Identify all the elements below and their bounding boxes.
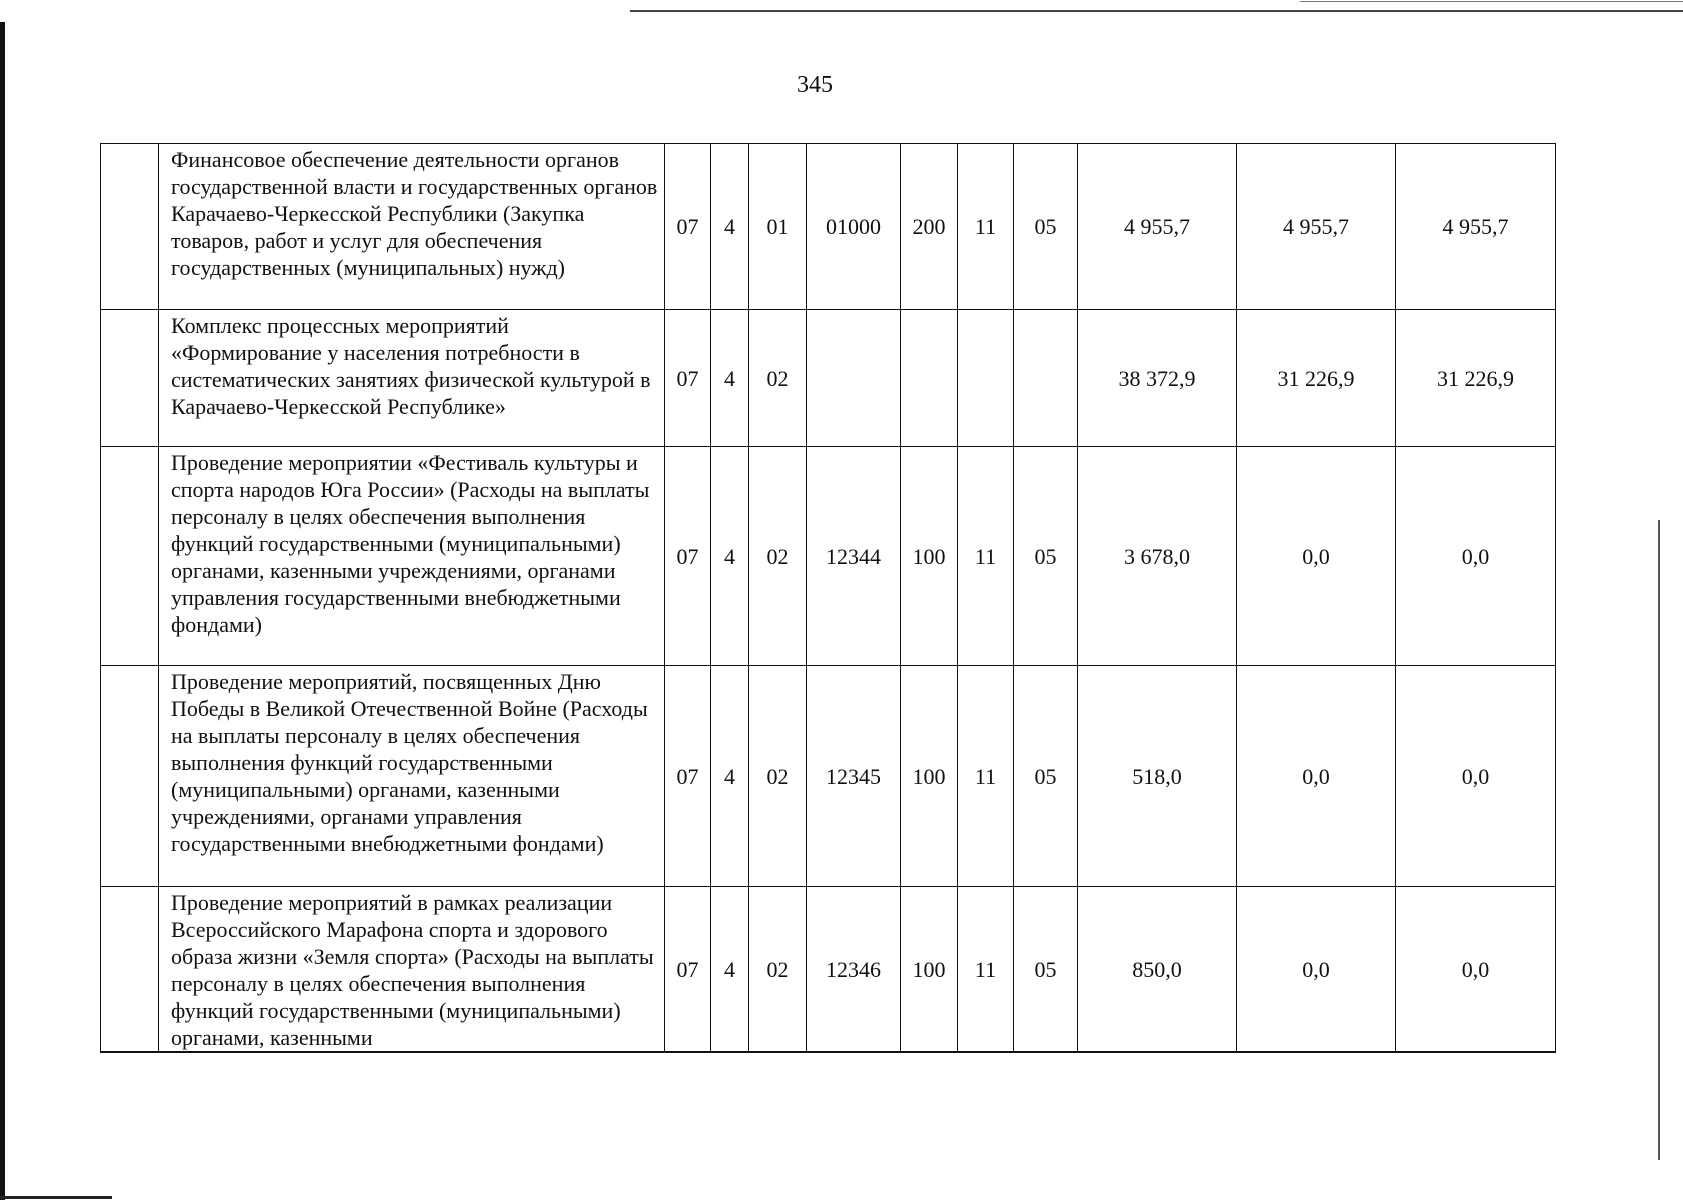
code-cell: 07 bbox=[665, 666, 711, 887]
code-cell: 02 bbox=[749, 887, 807, 1053]
amount-cell: 518,0 bbox=[1078, 666, 1237, 887]
code-cell: 100 bbox=[901, 447, 958, 666]
amount-cell: 31 226,9 bbox=[1237, 310, 1396, 447]
row-description: Комплекс процессных мероприятий «Формирование у населения потребности в систематических занятиях физической культурой в Карачаево-Черкесской Республике» bbox=[159, 310, 665, 447]
scan-edge-right bbox=[1658, 520, 1660, 1160]
scan-edge-top bbox=[630, 10, 1683, 12]
amount-cell: 0,0 bbox=[1237, 887, 1396, 1053]
code-cell: 05 bbox=[1014, 887, 1078, 1053]
amount-cell: 0,0 bbox=[1237, 666, 1396, 887]
code-cell: 01 bbox=[749, 144, 807, 310]
amount-cell: 4 955,7 bbox=[1396, 144, 1556, 310]
code-cell: 4 bbox=[711, 310, 749, 447]
amount-cell: 0,0 bbox=[1396, 447, 1556, 666]
empty-cell bbox=[101, 310, 159, 447]
empty-cell bbox=[101, 666, 159, 887]
amount-cell: 31 226,9 bbox=[1396, 310, 1556, 447]
code-cell: 02 bbox=[749, 447, 807, 666]
code-cell: 11 bbox=[958, 144, 1014, 310]
table-row bbox=[101, 310, 1556, 447]
code-cell bbox=[901, 310, 958, 447]
amount-cell: 0,0 bbox=[1396, 887, 1556, 1053]
row-description: Проведение мероприятий, посвященных Дню Победы в Великой Отечественной Войне (Расходы на выплаты персоналу в целях обеспечения выполнения функций государственными (муниципальными) органами, казенными учреждениями, органами управления государственными внебюджетными фондами) bbox=[159, 666, 665, 887]
amount-cell: 850,0 bbox=[1078, 887, 1237, 1053]
empty-cell bbox=[101, 144, 159, 310]
page-number: 345 bbox=[797, 72, 833, 98]
amount-cell: 38 372,9 bbox=[1078, 310, 1237, 447]
amount-cell: 4 955,7 bbox=[1237, 144, 1396, 310]
code-cell: 02 bbox=[749, 310, 807, 447]
amount-cell: 3 678,0 bbox=[1078, 447, 1237, 666]
code-cell: 07 bbox=[665, 310, 711, 447]
code-cell: 200 bbox=[901, 144, 958, 310]
amount-cell: 0,0 bbox=[1237, 447, 1396, 666]
table-row bbox=[101, 666, 1556, 887]
empty-cell bbox=[101, 447, 159, 666]
table-row bbox=[101, 447, 1556, 666]
code-cell: 4 bbox=[711, 144, 749, 310]
code-cell: 07 bbox=[665, 887, 711, 1053]
code-cell: 05 bbox=[1014, 666, 1078, 887]
code-cell: 100 bbox=[901, 666, 958, 887]
table-row bbox=[101, 144, 1556, 310]
code-cell: 07 bbox=[665, 447, 711, 666]
code-cell: 12345 bbox=[807, 666, 901, 887]
code-cell: 12344 bbox=[807, 447, 901, 666]
code-cell: 4 bbox=[711, 666, 749, 887]
code-cell: 05 bbox=[1014, 144, 1078, 310]
code-cell: 4 bbox=[711, 447, 749, 666]
scan-edge-bottom bbox=[0, 1196, 112, 1199]
amount-cell: 4 955,7 bbox=[1078, 144, 1237, 310]
row-description: Финансовое обеспечение деятельности органов государственной власти и государственных органов Карачаево-Черкесской Республики (Закупка товаров, работ и услуг для обеспечения государственных (муниципальных) нужд) bbox=[159, 144, 665, 310]
code-cell bbox=[958, 310, 1014, 447]
code-cell: 4 bbox=[711, 887, 749, 1053]
code-cell: 01000 bbox=[807, 144, 901, 310]
code-cell: 11 bbox=[958, 887, 1014, 1053]
scan-edge-top-thin bbox=[1300, 1, 1683, 2]
code-cell bbox=[807, 310, 901, 447]
code-cell: 11 bbox=[958, 447, 1014, 666]
scan-edge-left bbox=[0, 22, 5, 1200]
code-cell: 12346 bbox=[807, 887, 901, 1053]
code-cell: 05 bbox=[1014, 447, 1078, 666]
code-cell: 11 bbox=[958, 666, 1014, 887]
table-row bbox=[101, 887, 1556, 1053]
empty-cell bbox=[101, 887, 159, 1053]
code-cell: 100 bbox=[901, 887, 958, 1053]
code-cell: 07 bbox=[665, 144, 711, 310]
amount-cell: 0,0 bbox=[1396, 666, 1556, 887]
budget-table bbox=[100, 143, 1556, 1053]
row-description: Проведение мероприятий в рамках реализации Всероссийского Марафона спорта и здорового образа жизни «Земля спорта» (Расходы на выплаты персоналу в целях обеспечения выполнения функций государственными (муниципальными) органами, казенными bbox=[159, 887, 665, 1053]
code-cell bbox=[1014, 310, 1078, 447]
code-cell: 02 bbox=[749, 666, 807, 887]
row-description: Проведение мероприятии «Фестиваль культуры и спорта народов Юга России» (Расходы на выплаты персоналу в целях обеспечения выполнения функций государственными (муниципальными) органами, казенными учреждениями, органами управления государственными внебюджетными фондами) bbox=[159, 447, 665, 666]
